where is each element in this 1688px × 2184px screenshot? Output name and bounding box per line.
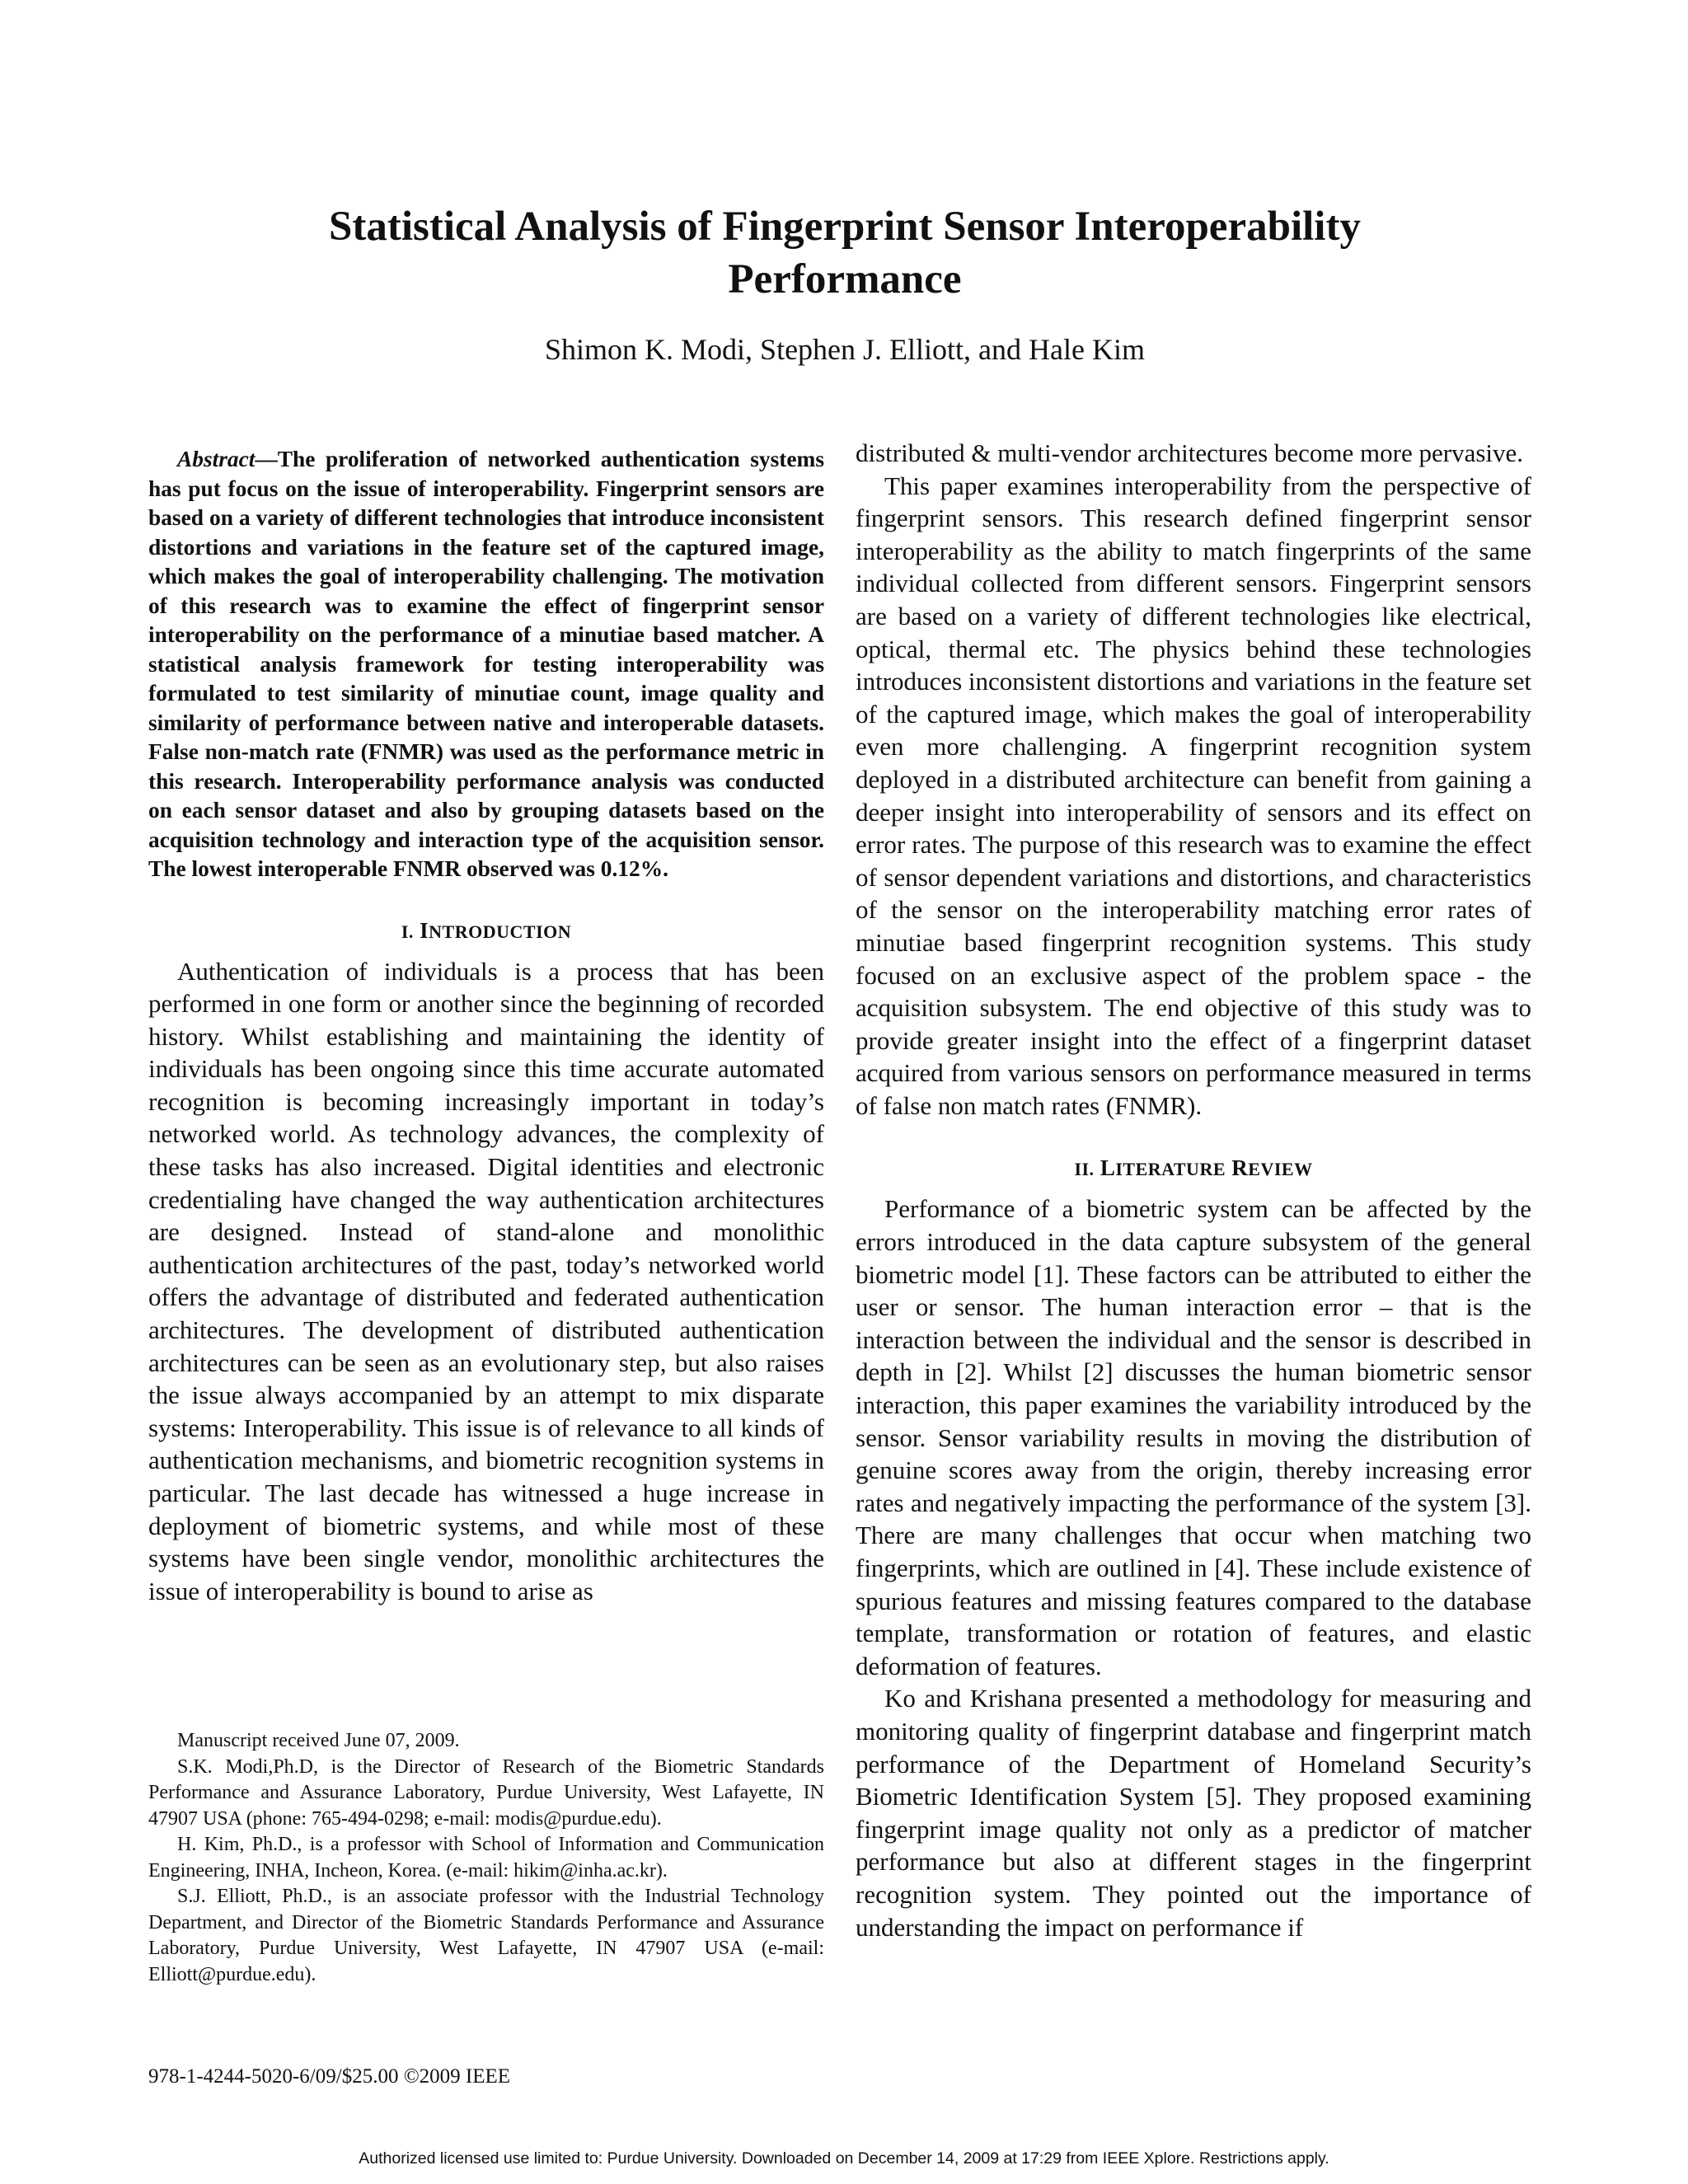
section-numeral: II. [1074, 1159, 1095, 1180]
intro-paragraph-1-continued: distributed & multi-vendor architectures become more pervasive. [856, 438, 1524, 467]
heading-initial: L [1100, 1155, 1116, 1181]
left-column [148, 445, 824, 1607]
literature-paragraph-2: Ko and Krishana presented a methodology for measuring and monitoring quality of fingerprint database and fingerprint match performance of the Department of Homeland Security’s Biometric Identification System [5]. They proposed examining fingerprint image quality not only as a predictor of matcher performance but also at different stages in the fingerprint recognition system. They pointed out the importance of understanding the impact on performance if [856, 1684, 1531, 1942]
footnote-modi: S.K. Modi,Ph.D, is the Director of Research of the Biometric Standards Performance and Assurance Laboratory, Purdue University, West Lafayette, IN 47907 USA (phone: 765-494-0298; e-mail: modis@purdue.edu). [148, 1755, 824, 1830]
intro-paragraph-1: Authentication of individuals is a process that has been performed in one form or another since the beginning of recorded history. Whilst establishing and maintaining the identity of individuals has been ongoing since this time accurate automated recognition is becoming increasingly important in today’s networked world. As technology advances, the complexity of these tasks has also increased. Digital identities and electronic credentialing have changed the way authentication architectures are designed. Instead of stand-alone and monolithic authentication architectures of the past, today’s networked world offers the advantage of distributed and federated authentication architectures. The development of distributed authentication architectures can be seen as an evolutionary step, but also raises the issue always accompanied by an attempt to mix disparate systems: Interoperability. This issue is of relevance to all kinds of authentication mechanisms, and biometric recognition systems in particular. The last decade has witnessed a huge increase in deployment of biometric systems, and while most of these systems have been single vendor, monolithic architectures the issue of interoperability is bound to arise as [148, 956, 824, 1605]
footnote-received: Manuscript received June 07, 2009. [177, 1730, 460, 1751]
abstract [148, 445, 824, 884]
intro-paragraph-2: This paper examines interoperability from the perspective of fingerprint sensors. This research defined fingerprint sensor interoperability as the ability to match fingerprints of the same individual collected from different sensors. Fingerprint sensors are based on a variety of different technologies like electrical, optical, thermal etc. The physics behind these technologies introduces inconsistent distortions and variations in the feature set of the captured image, which makes the goal of interoperability even more challenging. A fingerprint recognition system deployed in a distributed architecture can benefit from gaining a deeper insight into interoperability of sensors and its effect on error rates. The purpose of this research was to examine the effect of sensor dependent variations and distortions, and characteristics of the sensor on the interoperability matching error rates of minutiae based fingerprint recognition systems. This study focused on an exclusive aspect of the problem space - the acquisition subsystem. The end objective of this study was to provide greater insight into the effect of a fingerprint dataset acquired from various sensors on performance measured in terms of false non match rates (FNMR). [856, 471, 1531, 1120]
abstract-label: Abstract [177, 447, 256, 471]
footnote-kim: H. Kim, Ph.D., is a professor with School of Information and Communication Engineering, INHA, Incheon, Korea. (e-mail: hikim@inha.ac.kr). [148, 1834, 824, 1882]
heading-initial: I [420, 917, 429, 943]
footnotes [148, 1728, 824, 1988]
copyright-line: 978-1-4244-5020-6/09/$25.00 ©2009 IEEE [148, 2065, 511, 2088]
section-heading-literature-review [856, 1153, 1531, 1184]
right-column [856, 437, 1531, 1943]
heading-rest: EVIEW [1248, 1159, 1313, 1180]
footnote-elliott: S.J. Elliott, Ph.D., is an associate professor with the Industrial Technology Department, and Director of the Biometric Standards Performance and Assurance Laboratory, Purdue University, West Lafayette, IN 47907 USA (e-mail: Elliott@purdue.edu). [148, 1886, 824, 1985]
author-list: Shimon K. Modi, Stephen J. Elliott, and Hale Kim [545, 333, 1145, 366]
heading-initial: R [1231, 1155, 1249, 1181]
title-line-2: Performance [728, 256, 962, 302]
abstract-text: The proliferation of networked authentication systems has put focus on the issue of interoperability. Fingerprint sensors are based on a variety of different technologies that introduce inconsistent distortions and variations in the feature set of the captured image, which makes the goal of interoperability challenging. The motivation of this research was to examine the effect of fingerprint sensor interoperability on the performance of a minutiae based matcher. A statistical analysis framework for testing interoperability was formulated to test similarity of minutiae count, image quality and similarity of performance between native and interoperable datasets. False non-match rate (FNMR) was used as the performance metric in this research. Interoperability performance analysis was conducted on each sensor dataset and also by grouping datasets based on the acquisition technology and interaction type of the acquisition sensor. The lowest interoperable FNMR observed was 0.12%. [148, 447, 824, 881]
license-watermark: Authorized licensed use limited to: Purdue University. Downloaded on December 14, 2009 at 17:29 from IEEE Xplore. Restrictions apply. [359, 2149, 1329, 2168]
section-numeral: I. [401, 921, 414, 942]
literature-paragraph-1: Performance of a biometric system can be affected by the errors introduced in the data capture subsystem of the general biometric model [1]. These factors can be attributed to either the user or sensor. The human interaction error – that is the interaction between the individual and the sensor is described in depth in [2]. Whilst [2] discusses the human biometric sensor interaction, this paper examines the variability introduced by the sensor. Sensor variability results in moving the distribution of genuine scores away from the origin, thereby increasing error rates and negatively impacting the performance of the system [3]. There are many challenges that occur when matching two fingerprints, which are outlined in [4]. These include existence of spurious features and missing features compared to the database template, transformation or rotation of features, and elastic deformation of features. [856, 1194, 1531, 1680]
abstract-dash: — [255, 447, 278, 471]
heading-rest: ITERATURE [1115, 1159, 1226, 1180]
section-heading-introduction [148, 916, 824, 947]
heading-rest: NTRODUCTION [429, 921, 572, 942]
paper-title [247, 200, 1442, 306]
title-line-1: Statistical Analysis of Fingerprint Sensor Interoperability [329, 204, 1361, 250]
